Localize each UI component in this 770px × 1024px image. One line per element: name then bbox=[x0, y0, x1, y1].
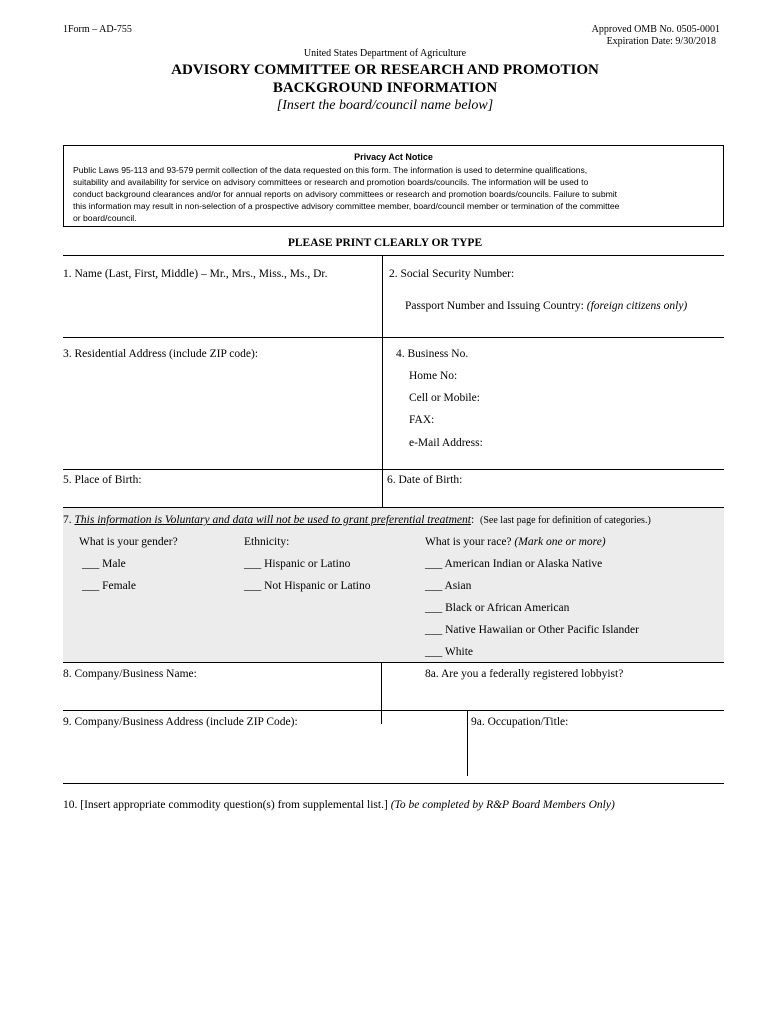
voluntary-statement: This information is Voluntary and data will not be used to grant preferential treatment bbox=[74, 514, 471, 526]
field-place-of-birth-label: 5. Place of Birth: bbox=[63, 474, 142, 486]
form-title-line2: BACKGROUND INFORMATION bbox=[272, 80, 498, 96]
privacy-act-notice bbox=[63, 145, 724, 227]
field-company-name-label: 8. Company/Business Name: bbox=[63, 668, 197, 680]
field-fax-label: FAX: bbox=[409, 414, 435, 426]
print-instructions: PLEASE PRINT CLEARLY OR TYPE bbox=[287, 237, 483, 249]
form-number: 1Form – AD-755 bbox=[63, 24, 132, 35]
ethnicity-question: Ethnicity: bbox=[244, 536, 290, 548]
field-date-of-birth-label: 6. Date of Birth: bbox=[387, 474, 463, 486]
field-ssn-label: 2. Social Security Number: bbox=[389, 268, 515, 280]
field-name-label: 1. Name (Last, First, Middle) – Mr., Mrs., Miss., Ms., Dr. bbox=[63, 268, 328, 280]
privacy-line: Public Laws 95-113 and 93-579 permit collection of the data requested on this form. The information is used to determine qualifications, bbox=[73, 165, 588, 175]
ethnicity-option-not-hispanic[interactable]: ___ Not Hispanic or Latino bbox=[244, 580, 371, 592]
ethnicity-option-hispanic[interactable]: ___ Hispanic or Latino bbox=[244, 558, 351, 570]
board-name-placeholder: [Insert the board/council name below] bbox=[276, 98, 494, 113]
privacy-line: this information may result in non-selection of a prospective advisory committee member, board/council member or termination of the committee bbox=[73, 201, 620, 211]
commodity-question-note: (To be completed by R&P Board Members Only) bbox=[390, 799, 615, 811]
field-residential-address-label: 3. Residential Address (include ZIP code): bbox=[63, 348, 259, 360]
column-divider bbox=[382, 255, 383, 337]
race-option-black[interactable]: ___ Black or African American bbox=[425, 602, 570, 614]
department-name: United States Department of Agriculture bbox=[303, 48, 467, 59]
privacy-line: or board/council. bbox=[73, 213, 137, 223]
divider bbox=[63, 337, 724, 338]
race-option-pacific-islander[interactable]: ___ Native Hawaiian or Other Pacific Islander bbox=[425, 624, 639, 636]
passport-label-note: (foreign citizens only) bbox=[586, 300, 688, 312]
gender-option-male[interactable]: ___ Male bbox=[82, 558, 126, 570]
omb-number: Approved OMB No. 0505-0001 bbox=[591, 24, 720, 35]
divider bbox=[63, 507, 724, 508]
field-business-no-label: 4. Business No. bbox=[396, 348, 469, 360]
expiration-date: Expiration Date: 9/30/2018 bbox=[606, 36, 716, 47]
column-divider bbox=[467, 710, 468, 776]
race-question bbox=[425, 536, 606, 548]
privacy-body bbox=[73, 164, 714, 224]
field-cell-label: Cell or Mobile: bbox=[409, 392, 480, 404]
column-divider bbox=[382, 337, 383, 469]
race-question-main: What is your race? bbox=[425, 536, 512, 548]
race-option-white[interactable]: ___ White bbox=[425, 646, 474, 658]
voluntary-section-shade bbox=[63, 508, 724, 662]
privacy-title: Privacy Act Notice bbox=[354, 152, 433, 162]
race-option-american-indian[interactable]: ___ American Indian or Alaska Native bbox=[425, 558, 603, 570]
gender-question: What is your gender? bbox=[79, 536, 178, 548]
field-company-address-label: 9. Company/Business Address (include ZIP Code): bbox=[63, 716, 298, 728]
column-divider bbox=[381, 662, 382, 710]
form-title-line1: ADVISORY COMMITTEE OR RESEARCH AND PROMOTION bbox=[171, 62, 599, 78]
race-option-asian[interactable]: ___ Asian bbox=[425, 580, 472, 592]
field-email-label: e-Mail Address: bbox=[409, 437, 483, 449]
gender-option-female[interactable]: ___ Female bbox=[82, 580, 136, 592]
column-divider bbox=[382, 469, 383, 507]
field-occupation-label: 9a. Occupation/Title: bbox=[471, 716, 569, 728]
divider bbox=[63, 710, 724, 711]
privacy-line: suitability and availability for service on advisory committees or research and promotion boards/councils. The information will be used to bbox=[73, 177, 589, 187]
column-divider bbox=[381, 710, 382, 724]
field-home-no-label: Home No: bbox=[409, 370, 458, 382]
voluntary-note: (See last page for definition of categories.) bbox=[480, 515, 651, 526]
divider bbox=[63, 662, 724, 663]
divider bbox=[63, 469, 724, 470]
divider bbox=[63, 255, 724, 256]
field-commodity-question bbox=[63, 799, 615, 811]
field-lobbyist-label: 8a. Are you a federally registered lobbyist? bbox=[425, 668, 624, 680]
voluntary-number: 7. bbox=[63, 514, 72, 526]
commodity-question-main: 10. [Insert appropriate commodity question(s) from supplemental list.] bbox=[63, 799, 388, 811]
field-voluntary-header bbox=[63, 514, 651, 526]
divider bbox=[63, 783, 724, 784]
field-passport-label bbox=[405, 300, 687, 312]
voluntary-colon: : bbox=[470, 514, 475, 526]
race-question-note: (Mark one or more) bbox=[514, 536, 606, 548]
privacy-line: conduct background clearances and/or for annual reports on advisory committees or research and promotion boards/councils. Failure to submit bbox=[73, 189, 618, 199]
passport-label-main: Passport Number and Issuing Country: bbox=[405, 300, 584, 312]
